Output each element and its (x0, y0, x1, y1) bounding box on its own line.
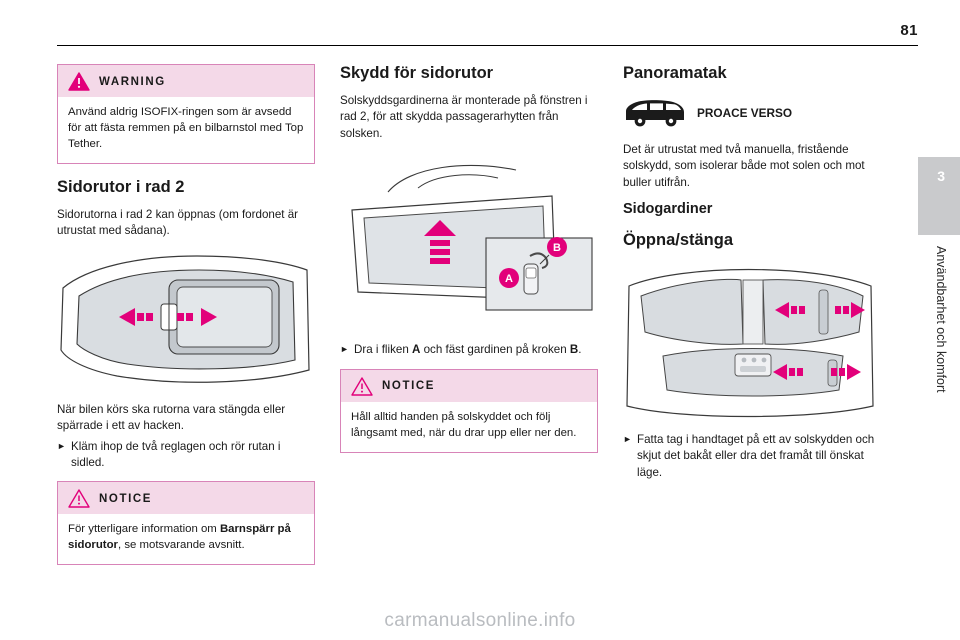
side-windows-body: När bilen körs ska rutorna vara stängda eller spärrade i ett av hacken. (57, 402, 286, 433)
notice-box-1 (57, 481, 315, 565)
step-text-middle: och fäst gardinen på kroken (420, 343, 570, 357)
vehicle-variant-row (623, 98, 881, 128)
chapter-title: Användbarhet och komfort (934, 246, 948, 393)
sun-blind-illustration (340, 152, 598, 330)
notice-1-text-before: För ytterligare information om (68, 523, 220, 536)
arrow-bullet-icon: ► (623, 433, 632, 444)
arrow-bullet-icon: ► (57, 440, 66, 451)
warning-box-header (58, 65, 314, 97)
warning-box (57, 64, 315, 164)
side-windows-step (57, 439, 315, 472)
notice-1-text-bold: Barnspärr på sidorutor (68, 523, 291, 552)
panoramic-roof-step-text: Fatta tag i handtaget på ett av solskydden och skjut det bakåt eller dra det framåt till önskat läge. (637, 432, 875, 479)
sun-blinds-intro: Solskyddsgardinerna är monterade på fönstren i rad 2, för att skydda passagerarhytten från solsken. (340, 93, 588, 140)
notice-1-text-after: , se motsvarande avsnitt. (118, 539, 245, 552)
vehicle-variant-label: PROACE VERSO (697, 105, 793, 120)
notice-box-2-label: NOTICE (382, 380, 436, 393)
side-window-row-2-illustration (57, 250, 315, 390)
heading-panoramic-roof: Panoramatak (623, 64, 727, 82)
panoramic-roof-blinds-illustration (623, 260, 881, 420)
column-1 (57, 64, 315, 579)
step-text-bold-b: B (569, 343, 579, 357)
side-windows-intro: Sidorutorna i rad 2 kan öppnas (om fordonet är utrustat med sådana). (57, 207, 299, 238)
notice-box-1-header (58, 482, 314, 514)
panoramic-roof-intro: Det är utrustat med två manuella, fristående solskydd, som isolerar både mot solen och mot buller utifrån. (623, 142, 865, 189)
notice-triangle-icon (68, 489, 90, 508)
notice-box-2 (340, 369, 598, 453)
sun-blind-step-text (354, 342, 598, 358)
warning-box-text: Använd aldrig ISOFIX-ringen som är avsedd för att fästa remmen på en bilbarnstol med Top Tether. (68, 106, 304, 150)
heading-side-windows-row2: Sidorutor i rad 2 (57, 177, 185, 196)
marker-a-label: A (505, 273, 513, 286)
watermark: carmanualsonline.info (384, 610, 576, 631)
heading-sun-blinds: Skydd för sidorutor (340, 64, 494, 82)
step-text-bold-a: A (412, 343, 421, 357)
column-3 (623, 64, 881, 491)
warning-box-body (58, 97, 314, 163)
sun-blind-step (340, 342, 598, 358)
warning-triangle-icon (68, 72, 90, 91)
side-windows-step-text: Kläm ihop de två reglagen och rör rutan i sidled. (71, 439, 281, 469)
chapter-number: 3 (937, 168, 945, 184)
notice-triangle-icon (351, 377, 373, 396)
warning-box-label: WARNING (99, 75, 166, 88)
page-number: 81 (900, 22, 918, 39)
step-text-before: Dra i fliken (354, 343, 412, 357)
notice-box-2-text: Håll alltid handen på solskyddet och följ långsamt med, när du drar upp eller ner den. (351, 410, 577, 439)
heading-side-blinds: Sidogardiner (623, 201, 713, 218)
panoramic-roof-step (623, 432, 881, 481)
van-silhouette-icon (623, 98, 687, 128)
step-text-after: . (578, 343, 582, 357)
notice-box-1-body (58, 514, 314, 564)
notice-box-1-text (68, 522, 304, 554)
marker-b-label: B (553, 242, 561, 255)
notice-box-2-header (341, 370, 597, 402)
heading-open-close: Öppna/stänga (623, 231, 734, 250)
arrow-bullet-icon: ► (340, 344, 349, 355)
notice-box-1-label: NOTICE (99, 492, 153, 505)
notice-box-2-body (341, 402, 597, 452)
header-divider (57, 45, 918, 46)
column-2 (340, 64, 598, 467)
